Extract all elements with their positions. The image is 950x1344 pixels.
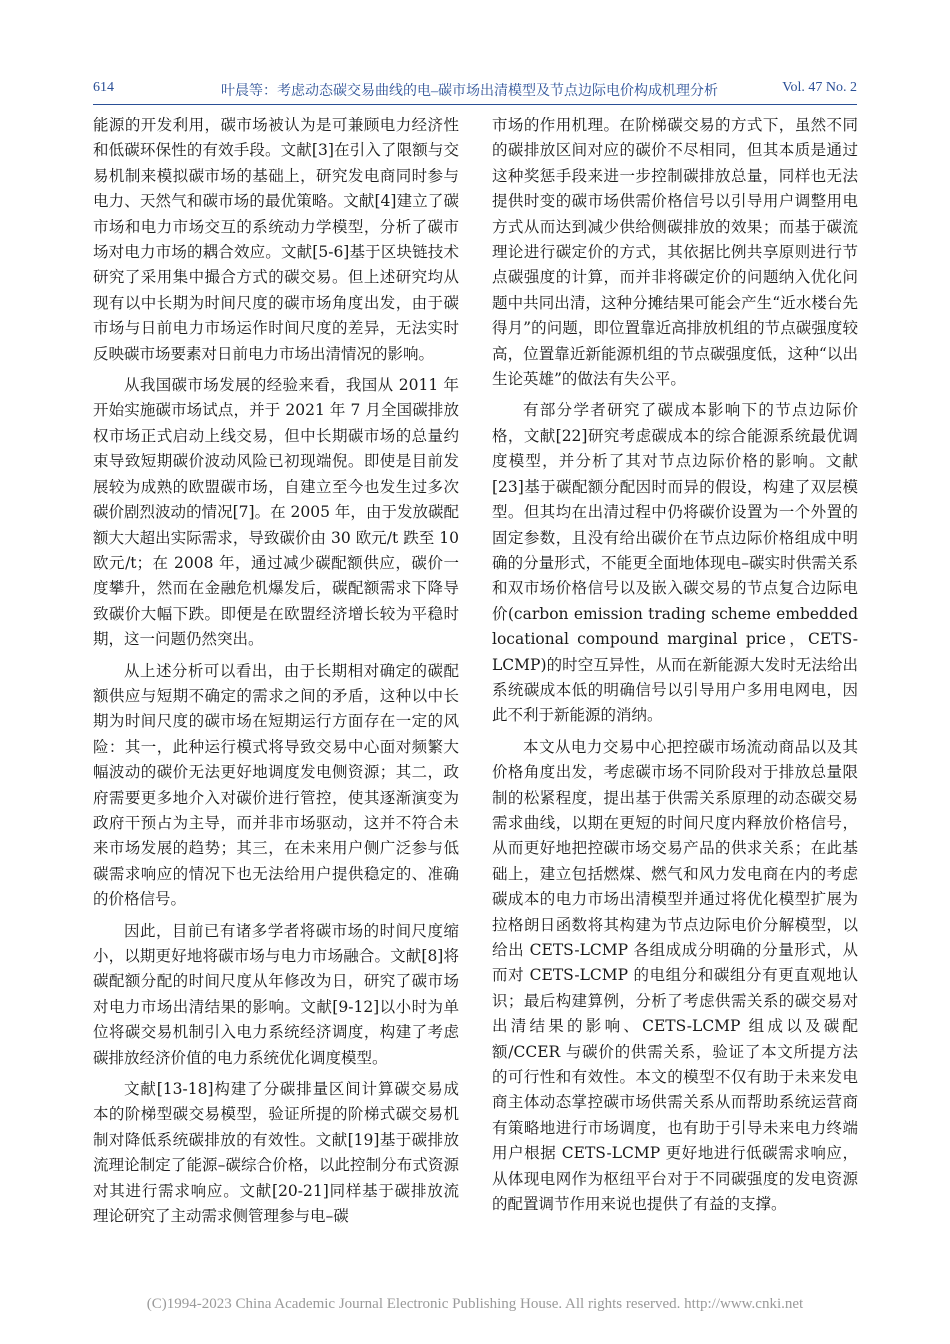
paragraph: 有部分学者研究了碳成本影响下的节点边际价格，文献[22]研究考虑碳成本的综合能源系统最优调度模型，并分析了其对节点边际价格的影响。文献[23]基于碳配额分配因时而异的假设，构建了双层模型。但其均在出清过程中仍将碳价设置为一个外置的固定参数，且没有给出碳价在节点边际价格组成中明确的分量形式，不能更全面地体现电–碳实时供需关系和双市场价格信号以及嵌入碳交易的节点复合边际电价(carbon emission trading scheme embedded locational compound marginal price，CETS-LCMP)的时空互异性，从而在新能源大发时无法给出系统碳成本低的明确信号以引导用户多用电网电，因此不利于新能源的消纳。 [492, 401, 858, 725]
copyright-footer: (C)1994-2023 China Academic Journal Electronic Publishing House. All rights reserved. http://www.cnki.net [146, 1296, 804, 1312]
running-title: 叶晨等：考虑动态碳交易曲线的电–碳市场出清模型及节点边际电价构成机理分析 [221, 84, 718, 99]
right-column [492, 113, 858, 1217]
paragraph: 能源的开发利用，碳市场被认为是可兼顾电力经济性和低碳环保性的有效手段。文献[3]在引入了限额与交易机制来模拟碳市场的基础上，研究发电商同时参与电力、天然气和碳市场的最优策略。文献[4]建立了碳市场和电力市场交互的系统动力学模型，分析了碳市场对电力市场的耦合效应。文献[5-6]基于区块链技术研究了采用集中撮合方式的碳交易。但上述研究均从现有以中长期为时间尺度的碳市场角度出发，由于碳市场与日前电力市场运作时间尺度的差异，无法实时反映碳市场要素对日前电力市场出清情况的影响。 [93, 116, 459, 363]
paragraph: 从我国碳市场发展的经验来看，我国从 2011 年开始实施碳市场试点，并于 2021 年 7 月全国碳排放权市场正式启动上线交易，但中长期碳市场的总量约束导致短期碳价波动风险已初现端倪。即使是目前发展较为成熟的欧盟碳市场，自建立至今也发生过多次碳价剧烈波动的情况[7]。在 2005 年，由于发放碳配额大大超出实际需求，导致碳价由 30 欧元/t 跌至 10 欧元/t；在 2008 年，通过减少碳配额供应，碳价一度攀升，然而在金融危机爆发后，碳配额需求下降导致碳价大幅下跌。即便是在欧盟经济增长较为平稳时期，这一问题仍然突出。 [93, 376, 459, 649]
header-rule [93, 104, 857, 105]
page-number: 614 [93, 80, 114, 95]
volume-label: Vol. 47 No. 2 [782, 80, 857, 95]
left-column [93, 113, 459, 1229]
running-header [93, 80, 857, 102]
paragraph: 因此，目前已有诸多学者将碳市场的时间尺度缩小，以期更好地将碳市场与电力市场融合。文献[8]将碳配额分配的时间尺度从年修改为日，研究了碳市场对电力市场出清结果的影响。文献[9-12]以小时为单位将碳交易机制引入电力系统经济调度，构建了考虑碳排放经济价值的电力系统优化调度模型。 [93, 921, 459, 1067]
paragraph: 文献[13-18]构建了分碳排量区间计算碳交易成本的阶梯型碳交易模型，验证所提的阶梯式碳交易机制对降低系统碳排放的有效性。文献[19]基于碳排放流理论制定了能源–碳综合价格，以此控制分布式资源对其进行需求响应。文献[20-21]同样基于碳排放流理论研究了主动需求侧管理参与电–碳 [93, 1080, 459, 1226]
paragraph: 市场的作用机理。在阶梯碳交易的方式下，虽然不同的碳排放区间对应的碳价不尽相同，但其本质是通过这种奖惩手段来进一步控制碳排放总量，同样也无法提供时变的碳市场供需价格信号以引导用户调整用电方式从而达到减少供给侧碳排放的效果；而基于碳流理论进行碳定价的方式，其依据比例共享原则进行节点碳强度的计算，而并非将碳定价的问题纳入优化问题中共同出清，这种分摊结果可能会产生“近水楼台先得月”的问题，即位置靠近高排放机组的节点碳强度较高，位置靠近新能源机组的节点碳强度低，这种“以出生论英雄”的做法有失公平。 [492, 116, 858, 389]
paragraph: 本文从电力交易中心把控碳市场流动商品以及其价格角度出发，考虑碳市场不同阶段对于排放总量限制的松紧程度，提出基于供需关系原理的动态碳交易需求曲线，以期在更短的时间尺度内释放价格信号，从而更好地把控碳市场交易产品的供求关系；在此基础上，建立包括燃煤、燃气和风力发电商在内的考虑碳成本的电力市场出清模型并通过将优化模型扩展为拉格朗日函数将其构建为节点边际电价分解模型，以给出 CETS-LCMP 各组成成分明确的分量形式，从而对 CETS-LCMP 的电组分和碳组分有更直观地认识；最后构建算例，分析了考虑供需关系的碳交易对出清结果的影响、CETS-LCMP 组成以及碳配额/CCER 与碳价的供需关系，验证了本文所提方法的可行性和有效性。本文的模型不仅有助于未来发电商主体动态掌控碳市场供需关系从而帮助系统运营商有策略地进行市场调度，也有助于引导未来电力终端用户根据 CETS-LCMP 更好地进行低碳需求响应，从体现电网作为枢纽平台对于不同碳强度的发电资源的配置调节作用来说也提供了有益的支撑。 [492, 737, 858, 1214]
paragraph: 从上述分析可以看出，由于长期相对确定的碳配额供应与短期不确定的需求之间的矛盾，这种以中长期为时间尺度的碳市场在短期运行方面存在一定的风险：其一，此种运行模式将导致交易中心面对频繁大幅波动的碳价无法更好地调度发电侧资源；其二，政府需要更多地介入对碳价进行管控，使其逐渐演变为政府干预占为主导，而并非市场驱动，这并不符合未来市场发展的趋势；其三，在未来用户侧广泛参与低碳需求响应的情况下也无法给用户提供稳定的、准确的价格信号。 [93, 661, 459, 909]
